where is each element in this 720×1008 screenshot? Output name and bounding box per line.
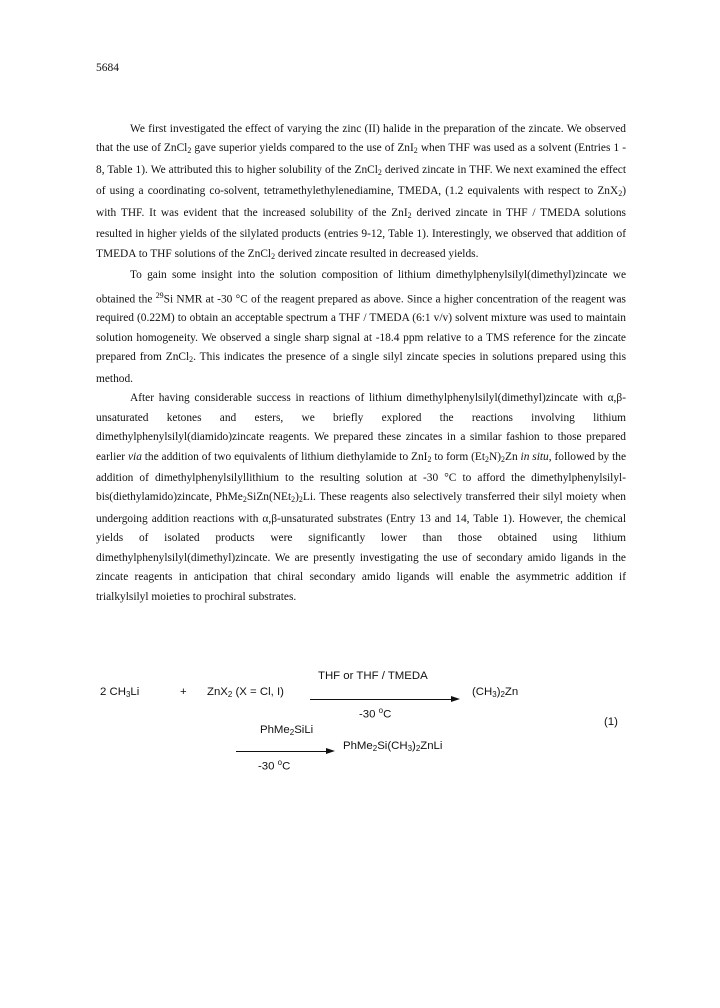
reaction-arrow-2 (236, 748, 336, 756)
reactant-methyllithium: 2 $CH_3Li$ (100, 686, 140, 699)
reaction-scheme (100, 668, 640, 778)
reactant-zinc-halide: ZnX$_2$ (X = Cl, I) (207, 686, 284, 699)
arrow1-reagent-label: THF or THF / TMEDA (318, 670, 428, 682)
arrow1-temperature-label: -30 $^o$C (359, 706, 392, 721)
equation-number: (1) (604, 716, 618, 728)
plus-sign: + (180, 686, 187, 698)
paragraph: We first investigated the effect of varying the zinc (II) halide in the preparation of the zincate. We observed that the use of ZnCl$_2$ gave superior yields compared to the use of ZnI$_2$ when THF was used as a solvent (Entries 1 - 8, Table 1). We attributed this to higher solubility of the ZnCl$_2$ derived zincate in THF. We next examined the effect of using a coordinating co-solvent, tetramethylethylenediamine, TMEDA, (1.2 equivalents with respect to ZnX$_2$) with THF. It was evident that the increased solubility of the ZnI$_2$ derived zincate in THF / TMEDA solutions resulted in higher yields of the silylated products (entries 9-12, Table 1). Interestingly, we observed that addition of TMEDA to THF solutions of the ZnCl$_2$ derived zincate resulted in decreased yields. (96, 123, 626, 261)
product-dimethylzinc: $(CH_3)_2Zn$ (472, 686, 519, 699)
page-number: 5684 (96, 62, 119, 74)
paragraph: After having considerable success in reactions of lithium dimethylphenylsilyl(dimethyl)zincate with α,β-unsaturated ketones and esters, we briefly explored the reactions involving lithium dimethylphenylsilyl(diamido)zincate reagents. We prepared these zincates in a similar fashion to those prepared earlier via the addition of two equivalents of lithium diethylamide to ZnI$_2$ to form $(Et_2N)_2Zn$ in situ, followed by the addition of dimethylphenylsilyllithium to the resulting solution at -30 °C to afford the dimethylphenylsilyl-bis(diethylamido)zincate, $PhMe_2SiZn(NEt_2)_2Li$. These reagents also selectively transferred their silyl moiety when undergoing addition reactions with α,β-unsaturated substrates (Entry 13 and 14, Table 1). However, the chemical yields of isolated products were significantly lower than those obtained using lithium dimethylphenylsilyl(dimethyl)zincate. We are presently investigating the use of secondary amido ligands in the zincate reagents in anticipation that chiral secondary amido ligands will enable the asymmetric addition if trialkylsilyl moieties to prochiral substrates. (96, 392, 627, 603)
paragraph: To gain some insight into the solution composition of lithium dimethylphenylsilyl(dimethyl)zincate we obtained the $^{29}$Si NMR at -30 °C of the reagent prepared as above. Since a higher concentration of the reagent was required (0.22M) to obtain an acceptable spectrum a THF / TMEDA (6:1 v/v) solvent mixture was used to maintain solution homogeneity. We observed a single sharp signal at -18.4 ppm relative to a TMS reference for the zincate prepared from ZnCl$_2$. This indicates the presence of a single silyl zincate species in solutions prepared using this method. (96, 269, 627, 385)
body-text (96, 120, 626, 607)
reaction-arrow-1 (310, 696, 460, 704)
arrow2-temperature-label: -30 $^o$C (258, 758, 291, 773)
product-silyl-zincate: $PhMe_2Si(CH_3)_2ZnLi$ (343, 740, 443, 753)
arrow2-reagent-label: PhMe$_2$SiLi (260, 724, 314, 737)
